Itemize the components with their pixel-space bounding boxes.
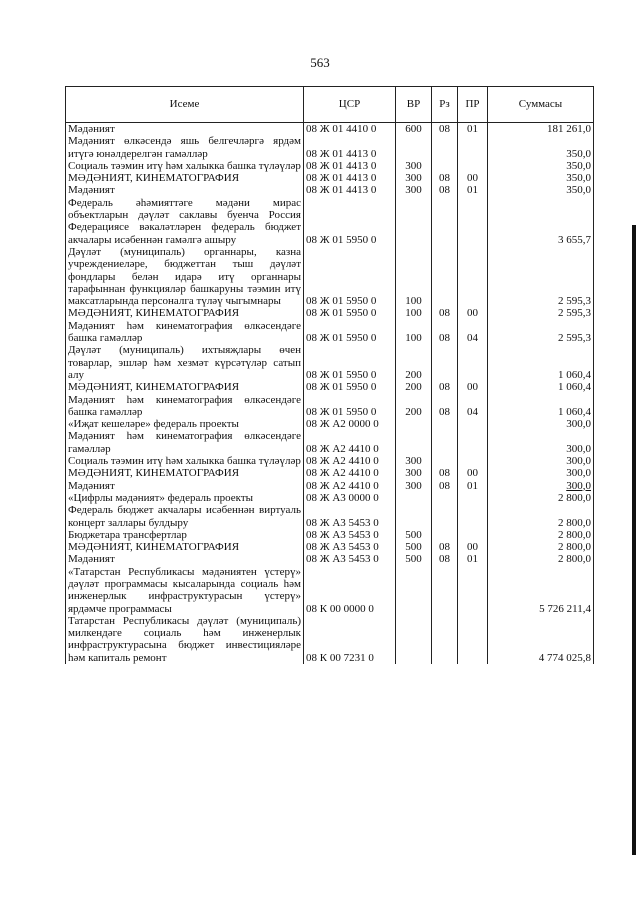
cell-pr (458, 615, 488, 664)
cell-sum: 300,0 (488, 480, 594, 492)
header-rz: Рз (432, 87, 458, 123)
cell-sum: 2 800,0 (488, 492, 594, 504)
cell-csr: 08 Ж 01 4413 0 (304, 172, 396, 184)
cell-rz (432, 160, 458, 172)
cell-pr (458, 246, 488, 307)
cell-rz (432, 418, 458, 430)
table-row (66, 381, 594, 393)
cell-vr: 500 (396, 541, 432, 553)
cell-pr (458, 418, 488, 430)
cell-pr (458, 455, 488, 467)
cell-vr: 100 (396, 320, 432, 345)
cell-sum: 350,0 (488, 172, 594, 184)
cell-pr: 00 (458, 172, 488, 184)
cell-rz (432, 430, 458, 455)
cell-sum: 300,0 (488, 418, 594, 430)
cell-rz: 08 (432, 184, 458, 196)
cell-csr: 08 Ж А3 5453 0 (304, 553, 396, 565)
cell-csr: 08 Ж 01 5950 0 (304, 381, 396, 393)
header-sum: Суммасы (488, 87, 594, 123)
cell-sum: 1 060,4 (488, 344, 594, 381)
cell-pr (458, 492, 488, 504)
cell-name: Мәдәният һәм кинематография өлкәсендәге башка гамәлләр (66, 394, 304, 419)
cell-rz: 08 (432, 541, 458, 553)
cell-csr: 08 Ж А2 4410 0 (304, 430, 396, 455)
header-csr: ЦСР (304, 87, 396, 123)
cell-name: Мәдәният (66, 553, 304, 565)
cell-name: МӘДӘНИЯТ, КИНЕМАТОГРАФИЯ (66, 307, 304, 319)
cell-rz (432, 197, 458, 246)
budget-table (65, 86, 594, 664)
table-row (66, 455, 594, 467)
cell-pr (458, 566, 488, 615)
cell-rz: 08 (432, 480, 458, 492)
cell-rz (432, 455, 458, 467)
cell-vr (396, 197, 432, 246)
cell-rz (432, 135, 458, 160)
cell-name: Федераль әһәмияттәге мәдәни мирас объектларын дәүләт саклавы буенча Россия Федерациясе вәкаләтләрен федераль бюджет акчалары исәбеннән гамәлгә ашыру (66, 197, 304, 246)
cell-sum: 1 060,4 (488, 394, 594, 419)
cell-name: Социаль тәэмин итү һәм халыкка башка түләүләр (66, 455, 304, 467)
table-row (66, 123, 594, 136)
table-body (66, 123, 594, 665)
cell-vr: 300 (396, 467, 432, 479)
table-row (66, 160, 594, 172)
cell-rz (432, 504, 458, 529)
cell-vr: 200 (396, 394, 432, 419)
cell-rz: 08 (432, 307, 458, 319)
cell-name: Дәүләт (муниципаль) ихтыяҗлары өчен товарлар, эшләр һәм хезмәт күрсәтүләр сатып алу (66, 344, 304, 381)
cell-name: «Татарстан Республикасы мәдәниятен үстерү» дәүләт программасы кысаларында социаль һәм инженерлык инфраструктурасын үстерү» ярдәмче программасы (66, 566, 304, 615)
cell-vr: 300 (396, 184, 432, 196)
table-header (66, 87, 594, 123)
cell-vr: 600 (396, 123, 432, 136)
cell-vr: 300 (396, 172, 432, 184)
cell-csr: 08 Ж А2 4410 0 (304, 467, 396, 479)
cell-csr: 08 Ж А3 0000 0 (304, 492, 396, 504)
cell-csr: 08 Ж 01 4413 0 (304, 160, 396, 172)
cell-csr: 08 Ж 01 5950 0 (304, 307, 396, 319)
cell-vr: 300 (396, 160, 432, 172)
table-row (66, 197, 594, 246)
table-row (66, 135, 594, 160)
cell-sum: 5 726 211,4 (488, 566, 594, 615)
cell-pr: 01 (458, 123, 488, 136)
cell-pr: 01 (458, 184, 488, 196)
table-row (66, 320, 594, 345)
cell-pr: 00 (458, 381, 488, 393)
cell-name: МӘДӘНИЯТ, КИНЕМАТОГРАФИЯ (66, 381, 304, 393)
cell-csr: 08 Ж 01 5950 0 (304, 394, 396, 419)
cell-rz: 08 (432, 381, 458, 393)
cell-name: МӘДӘНИЯТ, КИНЕМАТОГРАФИЯ (66, 467, 304, 479)
cell-csr: 08 Ж 01 4413 0 (304, 184, 396, 196)
cell-csr: 08 Ж 01 4410 0 (304, 123, 396, 136)
cell-sum: 300,0 (488, 455, 594, 467)
cell-rz: 08 (432, 123, 458, 136)
cell-pr (458, 504, 488, 529)
header-name: Исеме (66, 87, 304, 123)
cell-sum: 350,0 (488, 184, 594, 196)
cell-vr: 500 (396, 553, 432, 565)
cell-sum: 2 800,0 (488, 504, 594, 529)
cell-pr: 04 (458, 394, 488, 419)
cell-rz: 08 (432, 172, 458, 184)
table-row (66, 246, 594, 307)
cell-sum: 4 774 025,8 (488, 615, 594, 664)
cell-vr (396, 504, 432, 529)
cell-name: Бюджетара трансфертлар (66, 529, 304, 541)
cell-csr: 08 Ж А2 0000 0 (304, 418, 396, 430)
cell-csr: 08 Ж 01 5950 0 (304, 320, 396, 345)
cell-csr: 08 Ж 01 5950 0 (304, 344, 396, 381)
cell-pr (458, 344, 488, 381)
table-row (66, 553, 594, 565)
cell-vr: 100 (396, 246, 432, 307)
cell-csr: 08 Ж А3 5453 0 (304, 541, 396, 553)
cell-pr (458, 529, 488, 541)
cell-name: МӘДӘНИЯТ, КИНЕМАТОГРАФИЯ (66, 541, 304, 553)
cell-name: Социаль тәэмин итү һәм халыкка башка түләүләр (66, 160, 304, 172)
table-row (66, 418, 594, 430)
table-row (66, 541, 594, 553)
cell-sum: 181 261,0 (488, 123, 594, 136)
cell-vr: 200 (396, 344, 432, 381)
cell-vr: 200 (396, 381, 432, 393)
cell-name: «Иҗат кешеләре» федераль проекты (66, 418, 304, 430)
cell-name: Дәүләт (муниципаль) органнары, казна учреждениеләре, бюджеттан тыш дәүләт фондлары белән идарә итү органнары тарафыннан функцияләр башкаруны тәэмин итү максатларында персоналга түләү чыгымнары (66, 246, 304, 307)
cell-sum: 3 655,7 (488, 197, 594, 246)
page-number: 563 (310, 55, 330, 70)
cell-csr: 08 Ж А3 5453 0 (304, 529, 396, 541)
cell-sum: 350,0 (488, 135, 594, 160)
cell-csr: 08 Ж 01 5950 0 (304, 197, 396, 246)
cell-csr: 08 Ж А2 4410 0 (304, 455, 396, 467)
cell-pr: 04 (458, 320, 488, 345)
cell-pr (458, 430, 488, 455)
cell-rz (432, 492, 458, 504)
cell-name: Мәдәният һәм кинематография өлкәсендәге гамәлләр (66, 430, 304, 455)
scan-edge (632, 225, 636, 855)
cell-pr (458, 197, 488, 246)
cell-sum: 2 595,3 (488, 246, 594, 307)
header-pr: ПР (458, 87, 488, 123)
cell-rz (432, 615, 458, 664)
cell-vr (396, 615, 432, 664)
cell-sum: 300,0 (488, 430, 594, 455)
cell-sum: 2 595,3 (488, 307, 594, 319)
cell-name: Мәдәният (66, 480, 304, 492)
cell-rz: 08 (432, 320, 458, 345)
table-row (66, 184, 594, 196)
table-row (66, 529, 594, 541)
header-vr: ВР (396, 87, 432, 123)
cell-vr (396, 135, 432, 160)
cell-vr: 500 (396, 529, 432, 541)
cell-sum: 350,0 (488, 160, 594, 172)
cell-csr: 08 Ж А3 5453 0 (304, 504, 396, 529)
cell-sum: 2 595,3 (488, 320, 594, 345)
cell-vr (396, 430, 432, 455)
cell-sum: 1 060,4 (488, 381, 594, 393)
cell-csr: 08 Ж А2 4410 0 (304, 480, 396, 492)
table-row (66, 307, 594, 319)
cell-pr: 00 (458, 541, 488, 553)
cell-rz: 08 (432, 394, 458, 419)
cell-vr: 100 (396, 307, 432, 319)
cell-name: Татарстан Республикасы дәүләт (муниципаль) милкендәге социаль һәм инженерлык инфраструктурасына бюджет инвестицияләре һәм капиталь ремонт (66, 615, 304, 664)
cell-csr: 08 К 00 7231 0 (304, 615, 396, 664)
cell-pr: 00 (458, 467, 488, 479)
cell-vr: 300 (396, 455, 432, 467)
cell-name: Мәдәният (66, 123, 304, 136)
table-row (66, 467, 594, 479)
cell-name: «Цифрлы мәдәният» федераль проекты (66, 492, 304, 504)
cell-sum: 300,0 (488, 467, 594, 479)
cell-sum: 2 800,0 (488, 541, 594, 553)
table-row (66, 480, 594, 492)
cell-rz (432, 529, 458, 541)
cell-vr: 300 (396, 480, 432, 492)
cell-vr (396, 566, 432, 615)
cell-rz (432, 246, 458, 307)
cell-pr (458, 135, 488, 160)
cell-csr: 08 Ж 01 4413 0 (304, 135, 396, 160)
cell-name: Федераль бюджет акчалары исәбеннән виртуаль концерт заллары булдыру (66, 504, 304, 529)
cell-pr: 01 (458, 553, 488, 565)
table-row (66, 566, 594, 615)
table-row (66, 394, 594, 419)
cell-sum: 2 800,0 (488, 529, 594, 541)
cell-rz (432, 566, 458, 615)
table-row (66, 615, 594, 664)
cell-vr (396, 492, 432, 504)
cell-csr: 08 Ж 01 5950 0 (304, 246, 396, 307)
cell-pr (458, 160, 488, 172)
cell-name: Мәдәният (66, 184, 304, 196)
cell-name: Мәдәният һәм кинематография өлкәсендәге башка гамәлләр (66, 320, 304, 345)
cell-rz: 08 (432, 553, 458, 565)
table-row (66, 172, 594, 184)
cell-vr (396, 418, 432, 430)
cell-name: МӘДӘНИЯТ, КИНЕМАТОГРАФИЯ (66, 172, 304, 184)
cell-rz: 08 (432, 467, 458, 479)
cell-csr: 08 К 00 0000 0 (304, 566, 396, 615)
cell-sum: 2 800,0 (488, 553, 594, 565)
table-row (66, 504, 594, 529)
cell-name: Мәдәният өлкәсендә яшь белгечләргә ярдәм итүгә юнәлдерелгән гамәлләр (66, 135, 304, 160)
cell-pr: 00 (458, 307, 488, 319)
table-row (66, 344, 594, 381)
cell-pr: 01 (458, 480, 488, 492)
table-row (66, 430, 594, 455)
table-row (66, 492, 594, 504)
cell-rz (432, 344, 458, 381)
